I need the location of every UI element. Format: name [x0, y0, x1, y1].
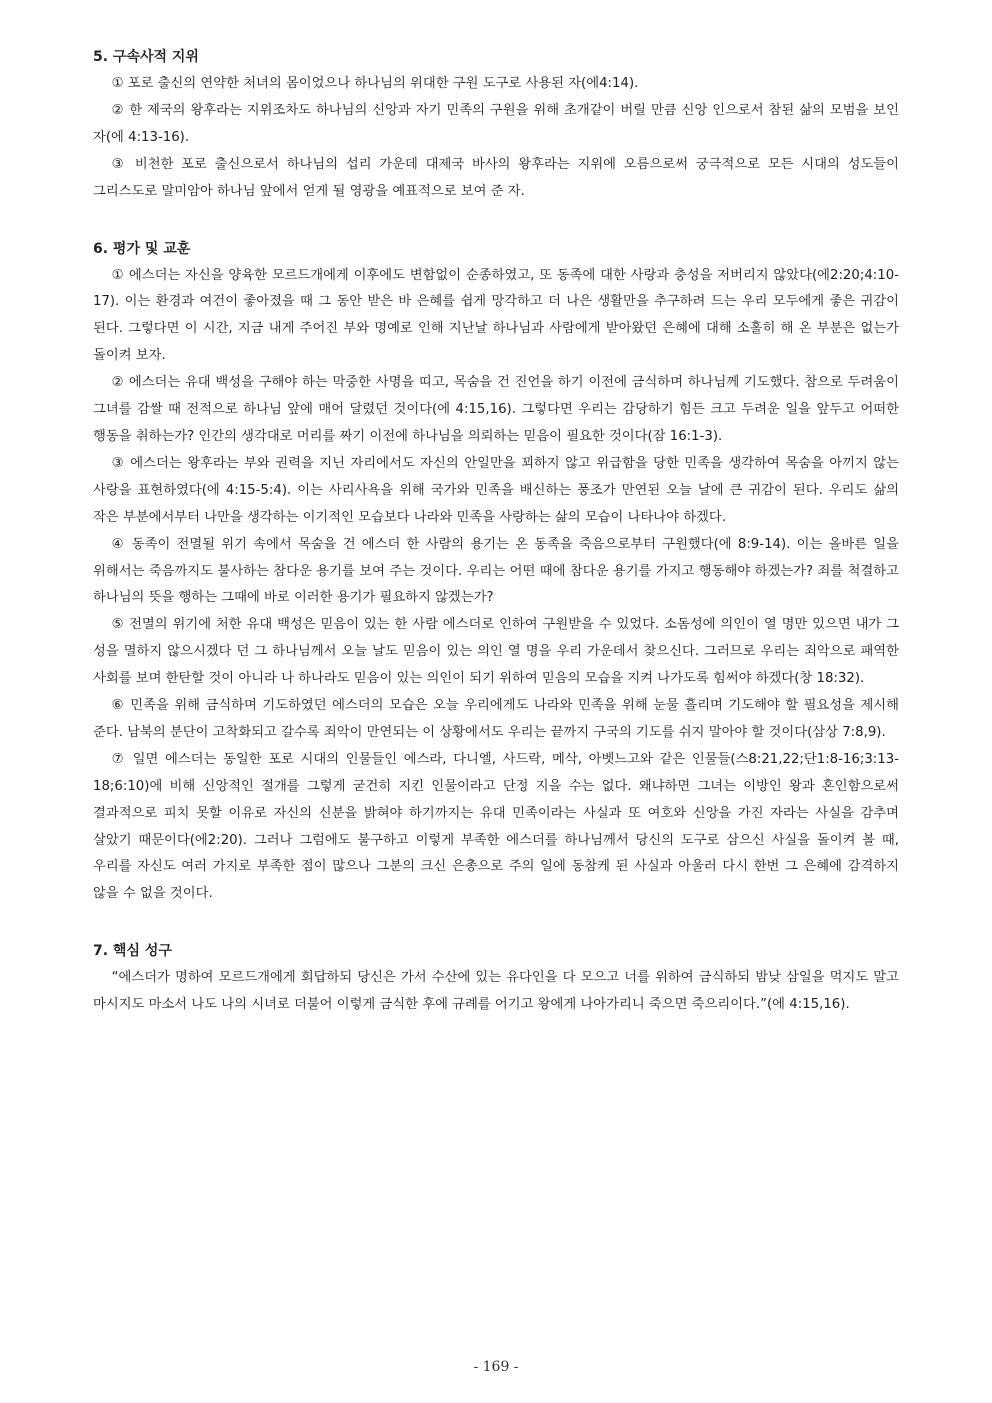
- document-body: [93, 44, 899, 1019]
- paragraph: ② 한 제국의 왕후라는 지위조차도 하나님의 신앙과 자기 민족의 구원을 위해 초개같이 버릴 만큼 신앙 인으로서 참된 삶의 모범을 보인 자(에 4:13-16).: [93, 102, 899, 145]
- paragraph: ④ 동족이 전멸될 위기 속에서 목숨을 건 에스더 한 사람의 용기는 온 동족을 죽음으로부터 구원했다(에 8:9-14). 이는 올바른 일을 위해서는 죽음까지도 불사하는 참다운 용기를 보여 주는 것이다. 우리는 어떤 때에 참다운 용기를 가지고 행동해야 하겠는가? 죄를 척결하고 하나님의 뜻을 행하는 그때에 바로 이러한 용기가 필요하지 않겠는가?: [93, 536, 899, 606]
- paragraph: ⑥ 민족을 위해 금식하며 기도하였던 에스더의 모습은 오늘 우리에게도 나라와 민족을 위해 눈물 흘리며 기도해야 할 필요성을 제시해 준다. 남북의 분단이 고착화되고 갈수록 죄악이 만연되는 이 상황에서도 우리는 끝까지 구국의 기도를 쉬지 말아야 할 것이다(삼상 7:8,9).: [93, 698, 899, 740]
- paragraph: ③ 비천한 포로 출신으로서 하나님의 섭리 가운데 대제국 바사의 왕후라는 지위에 오름으로써 궁극적으로 모든 시대의 성도들이 그리스도로 말미암아 하나님 앞에서 얻게 될 영광을 예표적으로 보여 준 자.: [93, 156, 899, 199]
- paragraph: ⑤ 전멸의 위기에 처한 유대 백성은 믿음이 있는 한 사람 에스더로 인하여 구원받을 수 있었다. 소돔성에 의인이 열 명만 있으면 내가 그 성을 멸하지 않으시겠다 던 그 하나님께서 오늘 날도 믿음이 있는 의인 열 명을 우리 가운데서 찾으신다. 그러므로 우리는 죄악으로 패역한 사회를 보며 한탄할 것이 아니라 나 하나라도 믿음이 있는 의인이 되기 위하여 믿음의 모습을 지켜 나가도록 힘써야 하겠다(창 18:32).: [93, 617, 899, 687]
- section-heading: 5. 구속사적 지위: [93, 49, 199, 65]
- paragraph: ① 포로 출신의 연약한 처녀의 몸이었으나 하나님의 위대한 구원 도구로 사용된 자(에4:14).: [111, 76, 639, 91]
- paragraph: ⑦ 일면 에스더는 동일한 포로 시대의 인물들인 에스라, 다니엘, 사드락, 메삭, 아벳느고와 같은 인물들(스8:21,22;단1:8-16;3:13-18;6:10)에 비해 신앙적인 절개를 그렇게 굳건히 지킨 인물이라고 단정 지을 수는 없다. 왜냐하면 그녀는 이방인 왕과 혼인함으로써 결과적으로 피치 못할 이유로 자신의 신분을 밝혀야 하기까지는 유대 민족이라는 사실과 또 여호와 신앙을 가진 자라는 사실을 감추며 살았기 때문이다(에2:20). 그러나 그럼에도 불구하고 이렇게 부족한 에스더를 하나님께서 당신의 도구로 삼으신 사실을 돌이켜 볼 때, 우리를 자신도 여러 가지로 부족한 점이 많으나 그분의 크신 은총으로 주의 일에 동참케 된 사실과 아울러 다시 한번 그 은혜에 감격하지 않을 수 없을 것이다.: [93, 751, 899, 902]
- section-heading: 6. 평가 및 교훈: [93, 240, 191, 257]
- page-number: - 169 -: [473, 1359, 519, 1375]
- section-evaluation-lessons: [93, 236, 899, 909]
- section-heading: 7. 핵심 성구: [93, 943, 172, 960]
- paragraph: ① 에스더는 자신을 양육한 모르드개에게 이후에도 변함없이 순종하였고, 또 동족에 대한 사랑과 충성을 저버리지 않았다(에2:20;4:10-17). 이는 환경과 여건이 좋아졌을 때 그 동안 받은 바 은혜를 쉽게 망각하고 더 나은 생활만을 추구하려 드는 우리 모두에게 좋은 귀감이 된다. 그렇다면 이 시간, 지금 내게 주어진 부와 명예로 인해 지난날 하나님과 사람에게 받아왔던 은혜에 대해 소홀히 해 온 부분은 없는가 돌이켜 보자.: [93, 267, 899, 364]
- paragraph: ③ 에스더는 왕후라는 부와 권력을 지닌 자리에서도 자신의 안일만을 꾀하지 않고 위급함을 당한 민족을 생각하여 목숨을 아끼지 않는 사랑을 표현하였다(에 4:15-5:4). 이는 사리사욕을 위해 국가와 민족을 배신하는 풍조가 만연된 오늘 날에 큰 귀감이 된다. 우리도 삶의 작은 부분에서부터 나만을 생각하는 이기적인 모습보다 나라와 민족을 사랑하는 삶의 모습이 나타나야 하겠다.: [93, 455, 899, 525]
- key-verse-quote: “에스더가 명하여 모르드개에게 회답하되 당신은 가서 수산에 있는 유다인을 다 모으고 너를 위하여 금식하되 밤낮 삼일을 먹지도 말고 마시지도 마소서 나도 나의 시녀로 더불어 이렇게 금식한 후에 규례를 어기고 왕에게 나아가리니 죽으면 죽으리이다.”(에 4:15,16).: [93, 970, 900, 1013]
- section-key-verse: [93, 938, 899, 1019]
- paragraph: ② 에스더는 유대 백성을 구해야 하는 막중한 사명을 띠고, 목숨을 건 진언을 하기 이전에 금식하며 하나님께 기도했다. 참으로 두려움이 그녀를 감쌀 때 전적으로 하나님 앞에 매어 달렸던 것이다(에 4:15,16). 그렇다면 우리는 감당하기 힘든 크고 두려운 일을 앞두고 어떠한 행동을 취하는가? 인간의 생각대로 머리를 짜기 이전에 하나님을 의뢰하는 믿음이 필요한 것이다(잠 16:1-3).: [93, 375, 899, 444]
- section-redemptive-status: [93, 44, 899, 206]
